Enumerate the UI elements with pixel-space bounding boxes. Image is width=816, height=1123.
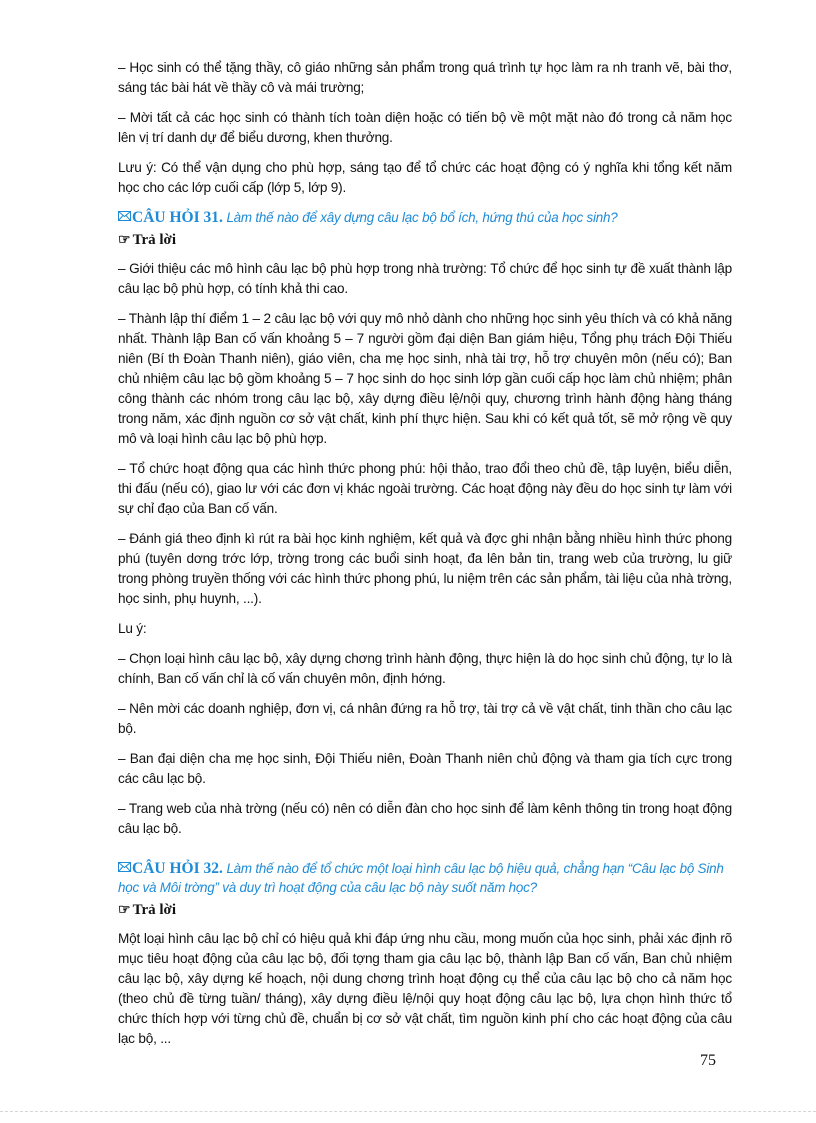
answer-31-label: Trả lời xyxy=(132,232,177,248)
answer-31-paragraph: – Tổ chức hoạt động qua các hình thức phong phú: hội thảo, trao đổi theo chủ đề, tập luyện, biểu diễn, thi đấu (nếu có), giao lư với các đơn vị khác ngoài trường. Các hoạt động này đều do học sinh tự làm với sự chỉ đạo của Ban cố vấn. xyxy=(118,461,732,516)
answer-31-paragraph: – Trang web của nhà trờng (nếu có) nên có diễn đàn cho học sinh để làm kênh thông tin trong hoạt động câu lạc bộ. xyxy=(118,801,732,836)
question-32-number: CÂU HỎI 32. xyxy=(132,860,223,877)
envelope-icon xyxy=(118,862,131,872)
intro-paragraph-2: – Mời tất cả các học sinh có thành tích toàn diện hoặc có tiến bộ về một mặt nào đó trong cả năm học lên vị trí danh dự để biểu dương, khen thưởng. xyxy=(118,110,732,145)
answer-32-label: Trả lời xyxy=(132,902,177,918)
answer-31-paragraph: – Thành lập thí điểm 1 – 2 câu lạc bộ với quy mô nhỏ dành cho những học sinh yêu thích và có khả năng nhất. Thành lập Ban cố vấn khoảng 5 – 7 người gồm đại diện Ban giám hiệu, Tổng phụ trách Đội Thiếu niên (Bí th Đoàn Thanh niên), giáo viên, cha mẹ học sinh, nhà tài trợ, hỗ trợ chuyên môn (nếu có); Ban chủ nhiệm câu lạc bộ gồm khoảng 5 – 7 học sinh do học sinh lớp gần cuối cấp học làm chủ nhiệm; phân công thành các nhóm trong câu lạc bộ, xây dựng điều lệ/nội quy, chương trình hành động hàng tháng trong năm, xác định nguồn cơ sở vật chất, kinh phí thực hiện. Sau khi có kết quả tốt, sẽ mở rộng về quy mô và loại hình câu lạc bộ phù hợp. xyxy=(118,311,732,446)
answer-31-paragraph: – Giới thiệu các mô hình câu lạc bộ phù hợp trong nhà trường: Tổ chức để học sinh tự đề xuất thành lập câu lạc bộ phù hợp, có tính khả thi cao. xyxy=(118,261,732,296)
intro-paragraph-1: – Học sinh có thể tặng thầy, cô giáo những sản phẩm trong quá trình tự học làm ra nh tranh vẽ, bài thơ, sáng tác bài hát về thầy cô và mái trường; xyxy=(118,60,732,95)
question-31-number: CÂU HỎI 31. xyxy=(132,209,223,226)
pointing-hand-icon: ☞ xyxy=(118,233,131,248)
question-32-heading xyxy=(118,859,732,897)
intro-note: Lưu ý: Có thể vận dụng cho phù hợp, sáng tạo để tổ chức các hoạt động có ý nghĩa khi tổng kết năm học cho các lớp cuối cấp (lớp 5, lớp 9). xyxy=(118,160,732,195)
page-number: 75 xyxy=(700,1052,716,1069)
page-content xyxy=(118,58,732,1059)
answer-31-paragraph: – Ban đại diện cha mẹ học sinh, Đội Thiếu niên, Đoàn Thanh niên chủ động và tham gia tích cực trong các câu lạc bộ. xyxy=(118,751,732,786)
answer-31-note-label: Lu ý: xyxy=(118,621,147,636)
answer-31-paragraph: – Nên mời các doanh nghiệp, đơn vị, cá nhân đứng ra hỗ trợ, tài trợ cả về vật chất, tinh thần cho câu lạc bộ. xyxy=(118,701,732,736)
page-bottom-divider xyxy=(0,1111,816,1112)
answer-31-paragraph: – Chọn loại hình câu lạc bộ, xây dựng chơng trình hành động, thực hiện là do học sinh chủ động, tự lo là chính, Ban cố vấn chỉ là cố vấn chuyên môn, định hớng. xyxy=(118,651,732,686)
answer-32-paragraph: Một loại hình câu lạc bộ chỉ có hiệu quả khi đáp ứng nhu cầu, mong muốn của học sinh, phải xác định rõ mục tiêu hoạt động của câu lạc bộ, đối tợng tham gia câu lạc bộ, thành lập Ban cố vấn, Ban chủ nhiệm câu lạc bộ, xây dựng kế hoạch, nội dung chơng trình hoạt động cụ thể của câu lạc bộ cho cả năm học (theo chủ đề từng tuần/ tháng), xây dựng điều lệ/nội quy hoạt động câu lạc bộ, lựa chọn hình thức tổ chức thích hợp với từng chủ đề, chuẩn bị cơ sở vật chất, tìm nguồn kinh phí cho các hoạt động của câu lạc bộ, ... xyxy=(118,931,732,1046)
question-31-heading xyxy=(118,208,732,227)
pointing-hand-icon: ☞ xyxy=(118,903,131,918)
answer-32-label-row xyxy=(118,900,732,921)
answer-31-paragraph: – Đánh giá theo định kì rút ra bài học kinh nghiệm, kết quả và đợc ghi nhận bằng nhiều hình thức phong phú (tuyên dơng trớc lớp, trờng trong các buổi sinh hoạt, đa lên bản tin, trang web của trường, lu giữ trong phòng truyền thống với các hình thức phong phú, lu niệm trên các sản phẩm, tài liệu của nhà trờng, học sinh, phụ huynh, ...). xyxy=(118,531,732,606)
answer-31-label-row xyxy=(118,230,732,251)
question-31-text: Làm thế nào để xây dựng câu lạc bộ bổ ích, hứng thú của học sinh? xyxy=(226,210,618,225)
question-32-text: Làm thế nào để tổ chức một loại hình câu lạc bộ hiệu quả, chẳng hạn “Câu lạc bộ Sinh học và Môi trờng” và duy trì hoạt động của câu lạc bộ này suốt năm học? xyxy=(118,861,724,895)
envelope-icon xyxy=(118,211,131,221)
